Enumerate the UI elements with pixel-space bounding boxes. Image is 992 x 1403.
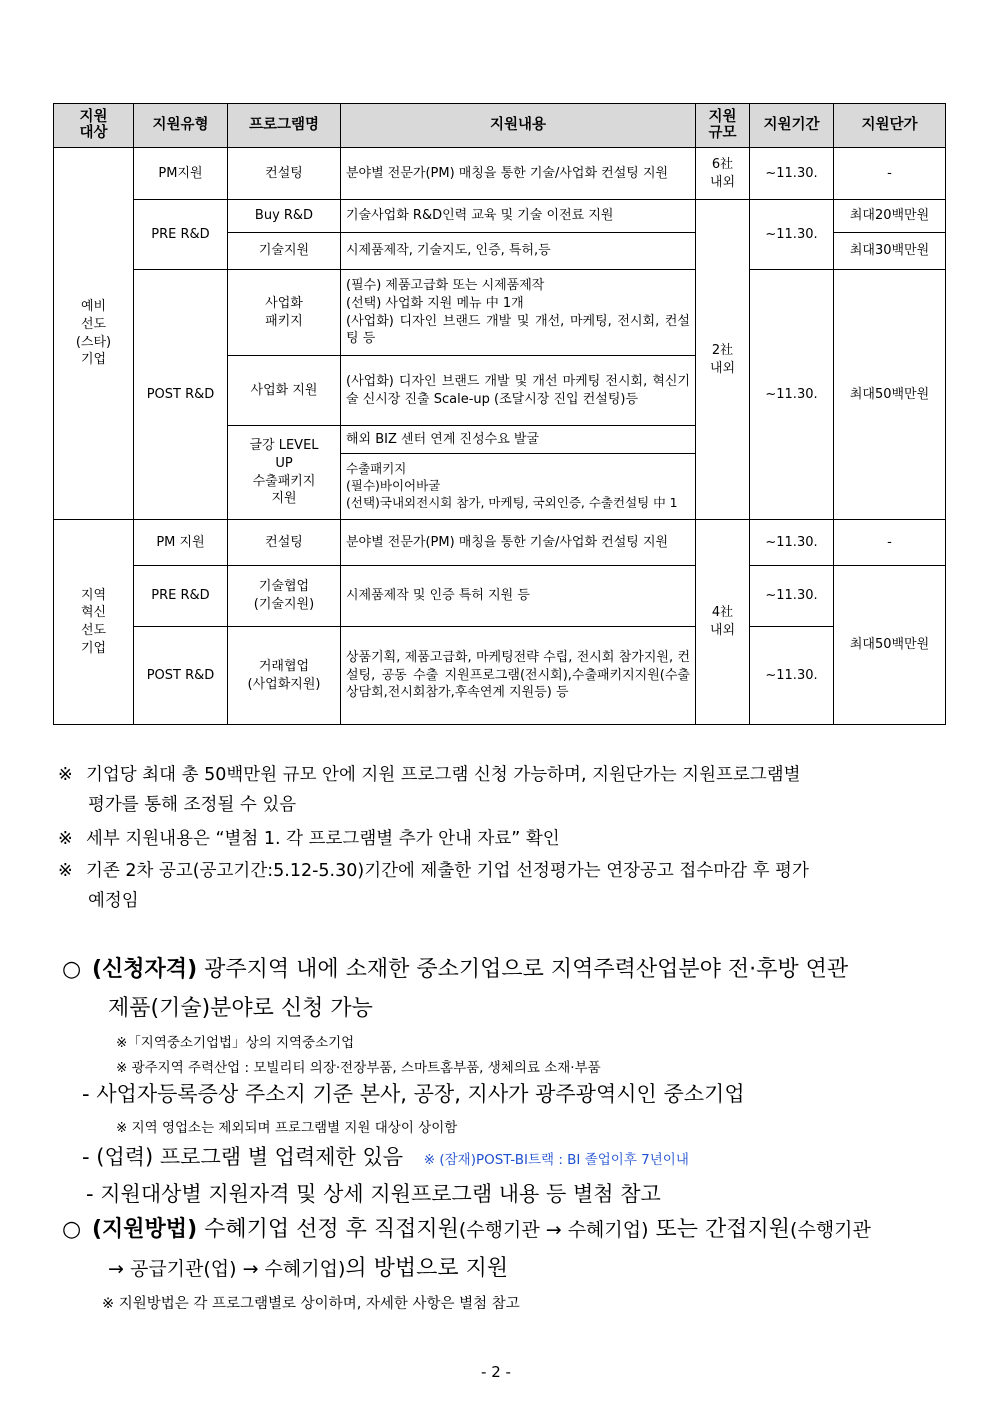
table-row	[54, 566, 946, 627]
support-period: ~11.30.	[750, 520, 834, 566]
program-name: 글강 LEVEL UP 수출패키지 지원	[228, 426, 341, 520]
support-price: 최대50백만원	[834, 270, 946, 520]
support-scale: 2社 내외	[696, 200, 750, 520]
support-content: 분야별 전문가(PM) 매칭을 통한 기술/사업화 컨설팅 지원	[341, 148, 696, 200]
program-name: 거래협업 (사업화지원)	[228, 627, 341, 725]
section-heading: (신청자격)	[92, 957, 198, 982]
support-content: 해외 BIZ 센터 연계 진성수요 발굴	[341, 426, 696, 454]
support-price: 최대50백만원	[834, 566, 946, 725]
eligibility-detail-1-sub: ※ 지역 영업소는 제외되며 프로그램별 지원 대상이 상이함	[116, 1120, 458, 1136]
support-scale: 6社 내외	[696, 148, 750, 200]
support-scale: 4社 내외	[696, 520, 750, 725]
support-type: PM지원	[134, 148, 228, 200]
eligibility-sub-1: ※「지역중소기업법」상의 지역중소기업	[116, 1035, 355, 1051]
reference-mark: ※	[58, 765, 73, 785]
support-period: ~11.30.	[750, 200, 834, 270]
note-2	[58, 825, 948, 855]
section-heading: (지원방법)	[92, 1217, 198, 1242]
support-content: 기술사업화 R&D인력 교육 및 기술 이전료 지원	[341, 200, 696, 233]
note-text-continued: 평가를 통해 조정될 수 있음	[88, 794, 297, 815]
table-row	[54, 148, 946, 200]
method-sub: ※ 지원방법은 각 프로그램별로 상이하며, 자세한 사항은 별첨 참고	[102, 1296, 520, 1312]
support-type: POST R&D	[134, 627, 228, 725]
support-content: (사업화) 디자인 브랜드 개발 및 개선 마케팅 전시회, 혁신기술 신시장 진출 Scale-up (조달시장 진입 컨설팅)등	[341, 356, 696, 426]
section-text-continued: 제품(기술)분야로 신청 가능	[108, 995, 373, 1021]
support-content: (필수) 제품고급화 또는 시제품제작 (선택) 사업화 지원 메뉴 中 1개 (사업화) 디자인 브랜드 개발 및 개선, 마케팅, 전시회, 컨설팅 등	[341, 270, 696, 356]
table-row	[54, 270, 946, 356]
support-period: ~11.30.	[750, 566, 834, 627]
note-text: 세부 지원내용은 “별첨 1. 각 프로그램별 추가 안내 자료” 확인	[86, 829, 560, 849]
reference-mark: ※	[58, 829, 73, 849]
program-name: Buy R&D	[228, 200, 341, 233]
page-number: - 2 -	[481, 1363, 511, 1381]
program-name: 기술협업 (기술지원)	[228, 566, 341, 627]
detail-note: ※ (잠재)POST-BI트랙 : BI 졸업이후 7년이내	[423, 1152, 689, 1168]
note-3	[58, 857, 948, 917]
support-program-table	[53, 103, 946, 725]
section-text-continued: 의 방법으로 지원	[345, 1255, 509, 1281]
support-period: ~11.30.	[750, 148, 834, 200]
reference-mark: ※	[58, 861, 73, 881]
bullet-icon: ○	[62, 1217, 82, 1242]
header-content: 지원내용	[341, 104, 696, 148]
group-label: 예비 선도 (스타) 기업	[54, 148, 134, 520]
eligibility-detail-3: - 지원대상별 지원자격 및 상세 지원프로그램 내용 등 별첨 참고	[86, 1182, 661, 1206]
table-row	[54, 200, 946, 233]
header-price: 지원단가	[834, 104, 946, 148]
program-name: 사업화 패키지	[228, 270, 341, 356]
support-type: PRE R&D	[134, 200, 228, 270]
group-label: 지역 혁신 선도 기업	[54, 520, 134, 725]
header-target: 지원 대상	[54, 104, 134, 148]
program-name: 기술지원	[228, 233, 341, 270]
support-type: PRE R&D	[134, 566, 228, 627]
support-content: 상품기획, 제품고급화, 마케팅전략 수립, 전시회 참가지원, 컨설팅, 공동 수출 지원프로그램(전시회),수출패키지지원(수출상담회,전시회참가,후속연계 지원등) 등	[341, 627, 696, 725]
header-program: 프로그램명	[228, 104, 341, 148]
support-price: -	[834, 148, 946, 200]
eligibility-detail-1: - 사업자등록증상 주소지 기준 본사, 공장, 지사가 광주광역시인 중소기업	[82, 1082, 745, 1106]
support-content: 분야별 전문가(PM) 매칭을 통한 기술/사업화 컨설팅 지원	[341, 520, 696, 566]
table-row	[54, 627, 946, 725]
section-text: 수혜기업 선정 후 직접지원	[197, 1217, 459, 1242]
support-content: 시제품제작 및 인증 특허 지원 등	[341, 566, 696, 627]
program-name: 사업화 지원	[228, 356, 341, 426]
support-content: 시제품제작, 기술지도, 인증, 특허,등	[341, 233, 696, 270]
support-price: 최대30백만원	[834, 233, 946, 270]
section-text-paren: (수행기관 → 수혜기업)	[458, 1219, 649, 1241]
detail-text: - (업력) 프로그램 별 업력제한 있음	[82, 1145, 404, 1169]
section-method	[62, 1211, 948, 1288]
section-text-paren: → 공급기관(업) → 수혜기업)	[108, 1257, 346, 1280]
table-header-row	[54, 104, 946, 148]
support-price: -	[834, 520, 946, 566]
section-eligibility	[62, 951, 948, 1028]
note-1	[58, 761, 948, 821]
note-text: 기존 2차 공고(공고기간:5.12-5.30)기간에 제출한 기업 선정평가는 연장공고 접수마감 후 평가	[86, 861, 809, 881]
header-scale: 지원 규모	[696, 104, 750, 148]
eligibility-sub-2: ※ 광주지역 주력산업 : 모빌리티 의장·전장부품, 스마트홈부품, 생체의료 소재·부품	[116, 1060, 601, 1076]
support-type: POST R&D	[134, 270, 228, 520]
support-type: PM 지원	[134, 520, 228, 566]
program-name: 컨설팅	[228, 148, 341, 200]
note-text: 기업당 최대 총 50백만원 규모 안에 지원 프로그램 신청 가능하며, 지원단가는 지원프로그램별	[86, 765, 801, 785]
header-type: 지원유형	[134, 104, 228, 148]
support-period: ~11.30.	[750, 270, 834, 520]
support-price: 최대20백만원	[834, 200, 946, 233]
header-period: 지원기간	[750, 104, 834, 148]
bullet-icon: ○	[62, 957, 82, 982]
eligibility-detail-2	[82, 1141, 689, 1171]
section-text: 광주지역 내에 소재한 중소기업으로 지역주력산업분야 전·후방 연관	[197, 957, 849, 982]
program-name: 컨설팅	[228, 520, 341, 566]
section-text: 또는 간접지원	[648, 1217, 791, 1242]
support-content: 수출패키지 (필수)바이어바굴 (선택)국내외전시회 참가, 마케팅, 국외인증, 수출컨설팅 中 1	[341, 454, 696, 520]
support-period: ~11.30.	[750, 627, 834, 725]
section-text-paren: (수행기관	[790, 1219, 871, 1241]
table-row	[54, 520, 946, 566]
note-text-continued: 예정임	[88, 890, 139, 911]
